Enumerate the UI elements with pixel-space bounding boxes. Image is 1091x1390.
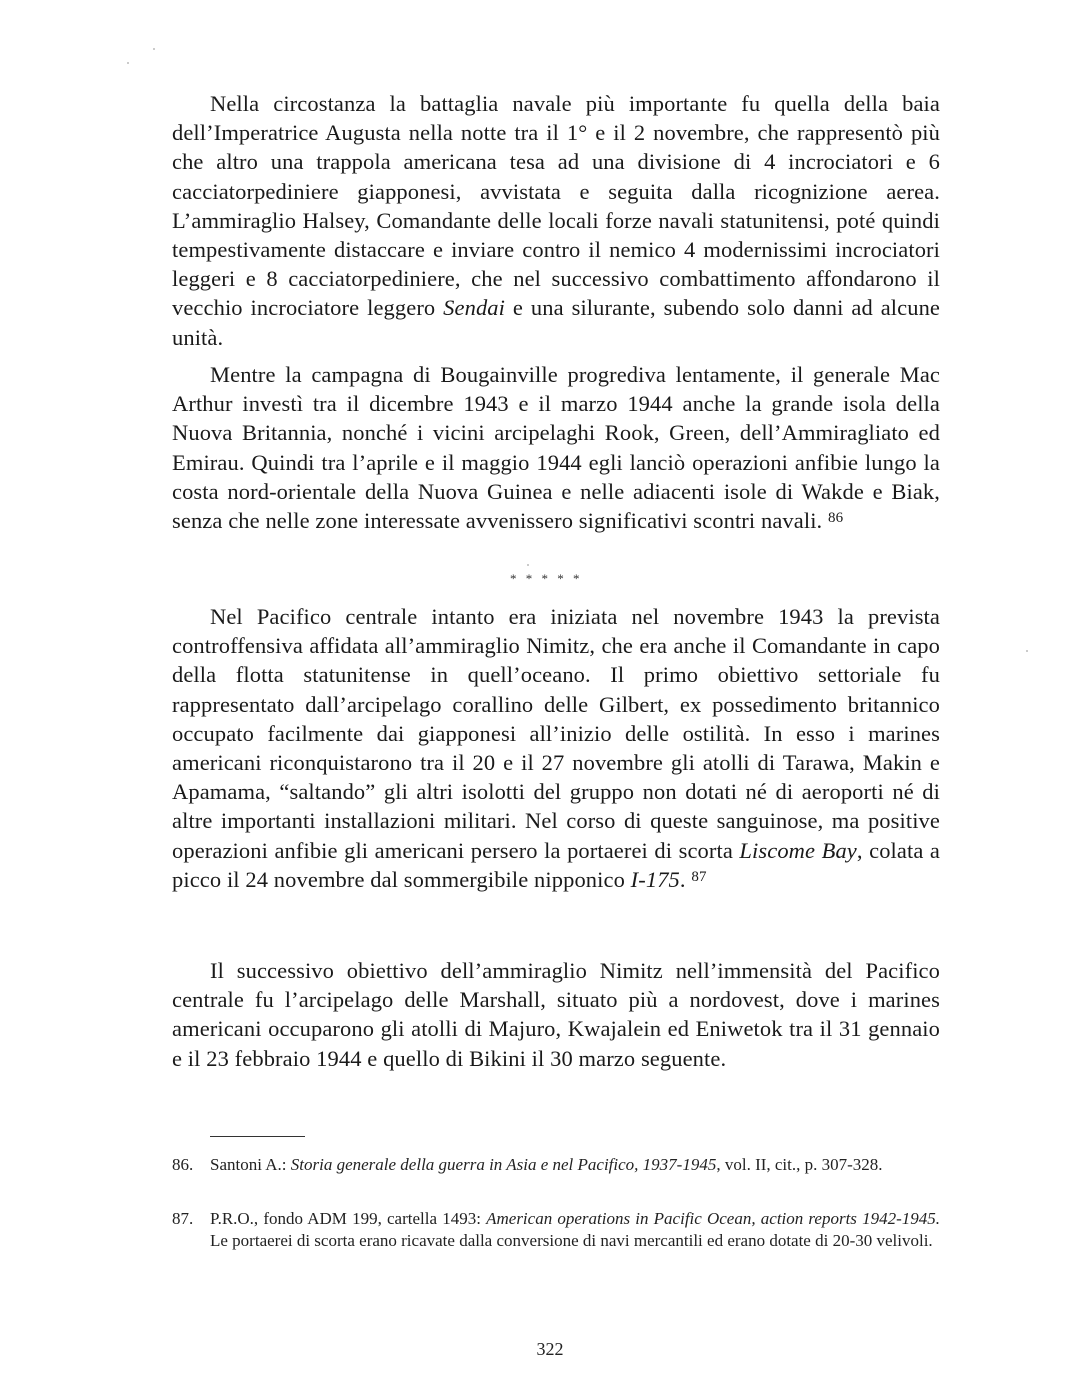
footnote-86-title: Storia generale della guerra in Asia e nel Pacifico, 1937-1945 (290, 1155, 717, 1174)
scan-speck (1026, 650, 1028, 652)
paragraph-3 (172, 602, 940, 894)
paragraph-1-text-a: Nella circostanza la battaglia navale più importante fu quella della baia dell’Imperatrice Augusta nella notte tra il 1° e il 2 novembre, che rappresentò più che altro una trappola americana tesa ad una divisione di 4 incrociatori e 6 cacciatorpediniere giapponesi, avvistata e seguita dalla ricognizione aerea. L’ammiraglio Halsey, Comandante delle locali forze navali statunitensi, poté quindi tempestivamente distaccare e inviare contro il nemico 4 modernissimi incrociatori leggeri e 8 cacciatorpediniere, che nel successivo combattimento affondarono il vecchio incrociatore leggero (172, 91, 940, 321)
paragraph-3-text-c: . (679, 866, 686, 892)
footnote-number: 87. (172, 1209, 194, 1228)
footnote-number: 86. (172, 1155, 194, 1174)
paragraph-4-text: Il successivo obiettivo dell’ammiraglio Nimitz nell’immensità del Pacifico centrale fu l’arcipelago delle Marshall, situato più a nordovest, dove i marines americani occuparono gli atolli di Majuro, Kwajalein ed Eniwetok tra il 31 gennaio e il 23 febbraio 1944 e quello di Bikini il 30 marzo seguente. (172, 958, 940, 1071)
paragraph-4 (172, 956, 940, 1073)
scan-speck (153, 48, 155, 50)
paragraph-3-text-a: Nel Pacifico centrale intanto era iniziata nel novembre 1943 la prevista controffensiva affidata all’ammiraglio Nimitz, che era anche il Comandante in capo della flotta statunitense in quell’oceano. Il primo obiettivo settoriale fu rappresentato dall’arcipelago corallino delle Gilbert, ex possedimento britannico occupato facilmente dai giapponesi all’inizio delle ostilità. In esso i marines americani riconquistarono tra il 20 e il 27 novembre gli atolli di Tarawa, Makin e Apamama, “saltando” gli altri isolotti del gruppo non dotati né di aeroporti né di altre importanti installazioni militari. Nel corso di queste sanguinose, ma positive operazioni anfibie gli americani persero la portaerei di scorta (172, 604, 940, 863)
paragraph-1 (172, 89, 940, 352)
footnote-ref-87: 87 (691, 868, 707, 885)
page-number: 322 (536, 1339, 564, 1359)
section-separator: * * * * * (510, 571, 583, 586)
footnote-87-text-b: Le portaerei di scorta erano ricavate dalla conversione di navi mercantili ed erano dotate di 20-30 velivoli. (210, 1230, 933, 1250)
footnote-text (210, 1154, 940, 1176)
ship-name-liscome-bay: Liscome Bay (739, 837, 857, 863)
footnote-text (210, 1208, 940, 1251)
paragraph-2-text: Mentre la campagna di Bougainville progrediva lentamente, il generale Mac Arthur investì tra il dicembre 1943 e il marzo 1944 anche la grande isola della Nuova Britannia, nonché i vicini arcipelaghi Rook, Green, dell’Ammiragliato ed Emirau. Quindi tra l’aprile e il maggio 1944 egli lanciò operazioni anfibie lungo la costa nord-orientale della Nuova Guinea e nelle adiacenti isole di Wakde e Biak, senza che nelle zone interessate avvenissero significativi scontri navali. (172, 362, 940, 534)
footnote-ref-86: 86 (828, 510, 844, 527)
footnote-86-text-a: Santoni A.: (210, 1155, 291, 1174)
paragraph-3-text-b: , colata a picco il 24 novembre dal sommergibile nipponico (172, 837, 940, 892)
ship-name-i175: I-175 (630, 866, 680, 892)
scan-speck (527, 564, 529, 566)
footnote-87-text-a: P.R.O., fondo ADM 199, cartella 1493: (210, 1209, 487, 1228)
footnote-divider (210, 1136, 305, 1137)
footnote-86-text-b: , vol. II, cit., p. 307-328. (716, 1155, 883, 1174)
footnote-87-title: American operations in Pacific Ocean, action reports 1942-1945. (486, 1209, 940, 1228)
paragraph-1-text-b: e una silurante, subendo solo danni ad alcune unità. (172, 295, 941, 350)
footnote-86 (172, 1154, 940, 1176)
paragraph-2 (172, 360, 940, 535)
ship-name-sendai: Sendai (443, 295, 506, 321)
scan-speck (127, 62, 129, 64)
footnote-87 (172, 1208, 940, 1251)
